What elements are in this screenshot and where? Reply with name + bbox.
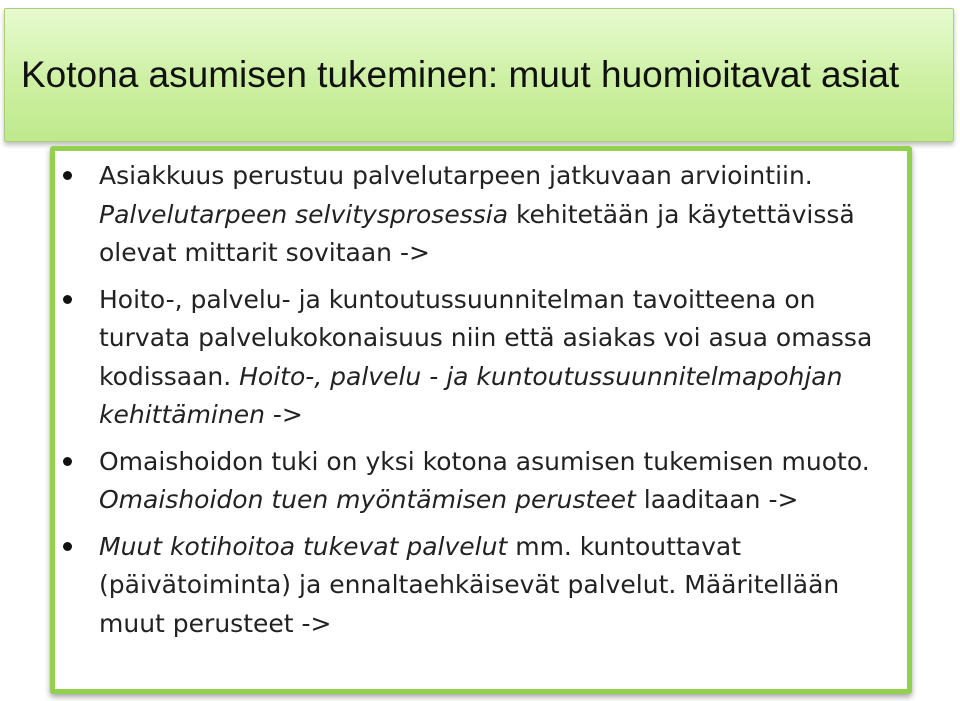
bullet-emphasis: Hoito-, palvelu - ja kuntoutussuunnitelmapohjan kehittäminen bbox=[99, 361, 843, 429]
bullet-dot-icon bbox=[63, 171, 72, 180]
bullet-text: Asiakkuus perustuu palvelutarpeen jatkuvaan arviointiin. bbox=[99, 161, 813, 190]
bullet-item-care-plan bbox=[99, 281, 899, 435]
title-banner bbox=[4, 8, 954, 142]
bullet-text: -> bbox=[264, 400, 303, 429]
bullet-item-other-services bbox=[99, 528, 899, 644]
bullet-list bbox=[99, 157, 899, 651]
content-panel bbox=[50, 146, 912, 694]
bullet-text: mm. kuntouttavat (päivätoiminta) ja ennaltaehkäisevät palvelut. Määritellään muut perusteet -> bbox=[99, 531, 840, 638]
bullet-item-assessment bbox=[99, 157, 899, 273]
bullet-emphasis: Palvelutarpeen selvitysprosessia bbox=[99, 199, 509, 229]
bullet-text: kehitetään ja käytettävissä olevat mittarit sovitaan -> bbox=[99, 199, 855, 267]
slide-title: Kotona asumisen tukeminen: muut huomioitavat asiat bbox=[21, 54, 900, 95]
bullet-text: Omaishoidon tuki on yksi kotona asumisen tukemisen muoto. bbox=[99, 446, 870, 476]
bullet-dot-icon bbox=[63, 295, 72, 304]
bullet-item-caregiver-support bbox=[99, 443, 899, 520]
bullet-text: Hoito-, palvelu- ja kuntoutussuunnitelman tavoitteena on turvata palvelukokonaisuus niin että asiakas voi asua omassa kodissaan. bbox=[99, 284, 873, 391]
bullet-dot-icon bbox=[63, 542, 72, 551]
bullet-text: laaditaan -> bbox=[635, 485, 799, 514]
bullet-dot-icon bbox=[63, 457, 72, 466]
bullet-emphasis: Muut kotihoitoa tukevat palvelut bbox=[99, 531, 508, 561]
bullet-emphasis: Omaishoidon tuen myöntämisen perusteet bbox=[99, 485, 636, 514]
